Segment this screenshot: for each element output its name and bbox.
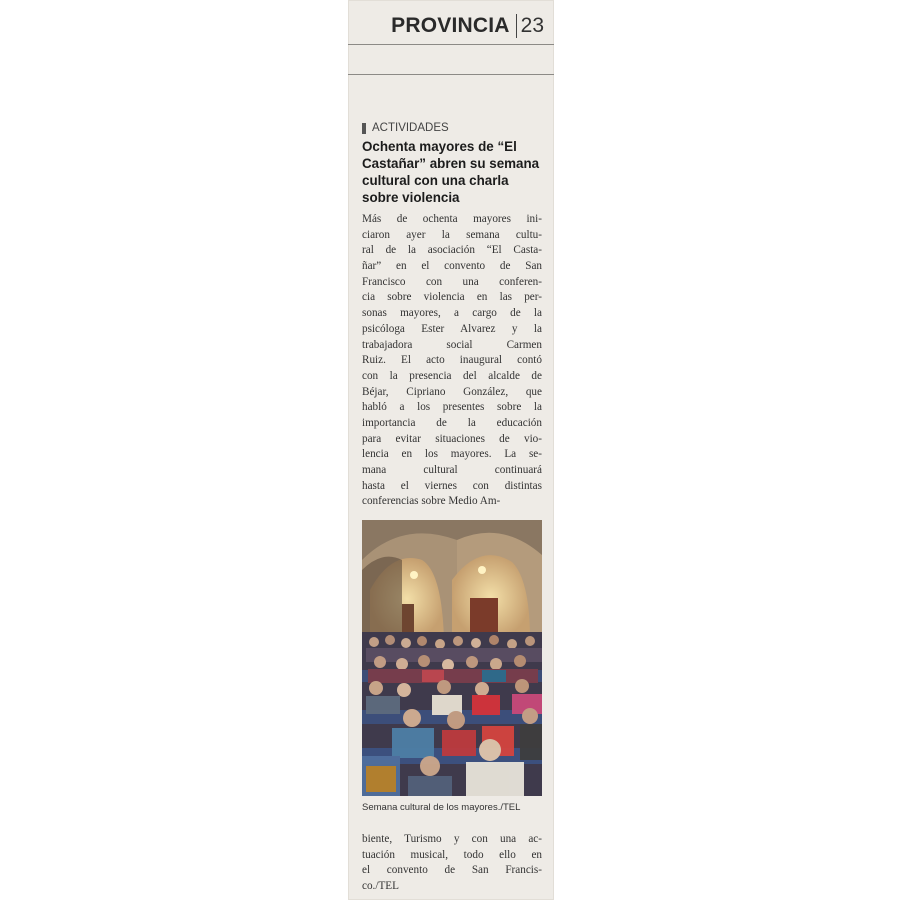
body-text-line: mana cultural continuará (362, 464, 542, 476)
article-body-continuation (362, 832, 542, 895)
body-text-line: Ruiz. El acto inaugural contó (362, 354, 542, 367)
body-text-line: importancia de la educación (362, 416, 542, 429)
section-title: PROVINCIA (391, 14, 510, 37)
body-text-line: biente, Turismo y con una ac- (362, 833, 542, 845)
body-text-line: cia sobre violencia en las per- (362, 291, 542, 304)
body-text-line: ñar” en el convento de San (362, 260, 542, 273)
body-text-line: Béjar, Cipriano González, que (362, 385, 542, 398)
body-text-line: sonas mayores, a cargo de la (362, 307, 542, 320)
body-text-line: conferencias sobre Medio Am- (362, 495, 501, 508)
body-text-line: tuación musical, todo ello en (362, 848, 542, 861)
body-text-line: habló a los presentes sobre la (362, 401, 542, 414)
body-text-line: lencia en los mayores. La se- (362, 448, 542, 461)
body-text-line: hasta el viernes con distintas (362, 479, 542, 492)
body-text-line: psicóloga Ester Alvarez y la (362, 322, 542, 335)
body-text-line: Más de ochenta mayores ini- (362, 213, 542, 225)
body-text-line: co./TEL (362, 880, 399, 893)
article-headline: Ochenta mayores de “El Castañar” abren su semana cultural con una charla sobre violencia (362, 139, 540, 205)
photo-caption: Semana cultural de los mayores./TEL (362, 802, 521, 813)
article-photo (362, 520, 542, 796)
kicker-bar-icon (362, 123, 366, 134)
body-text-line: Francisco con una conferen- (362, 275, 542, 288)
header-divider (516, 14, 517, 38)
newspaper-clipping (348, 0, 554, 900)
body-text-line: trabajadora social Carmen (362, 338, 542, 351)
body-text-line: ral de la asociación “El Casta- (362, 244, 542, 257)
article-body (362, 212, 542, 510)
kicker-label: ACTIVIDADES (372, 122, 449, 134)
body-text-line: con la presencia del alcalde de (362, 369, 542, 382)
body-text-line: el convento de San Francis- (362, 864, 542, 877)
header-rule (348, 44, 554, 45)
page-header (348, 8, 554, 44)
page-number: 23 (520, 14, 544, 37)
section-rule (348, 74, 554, 75)
audience-in-cloister-photo (362, 520, 542, 796)
body-text-line: para evitar situaciones de vio- (362, 432, 542, 445)
body-text-line: ciaron ayer la semana cultu- (362, 228, 542, 241)
article-kicker (362, 122, 449, 134)
